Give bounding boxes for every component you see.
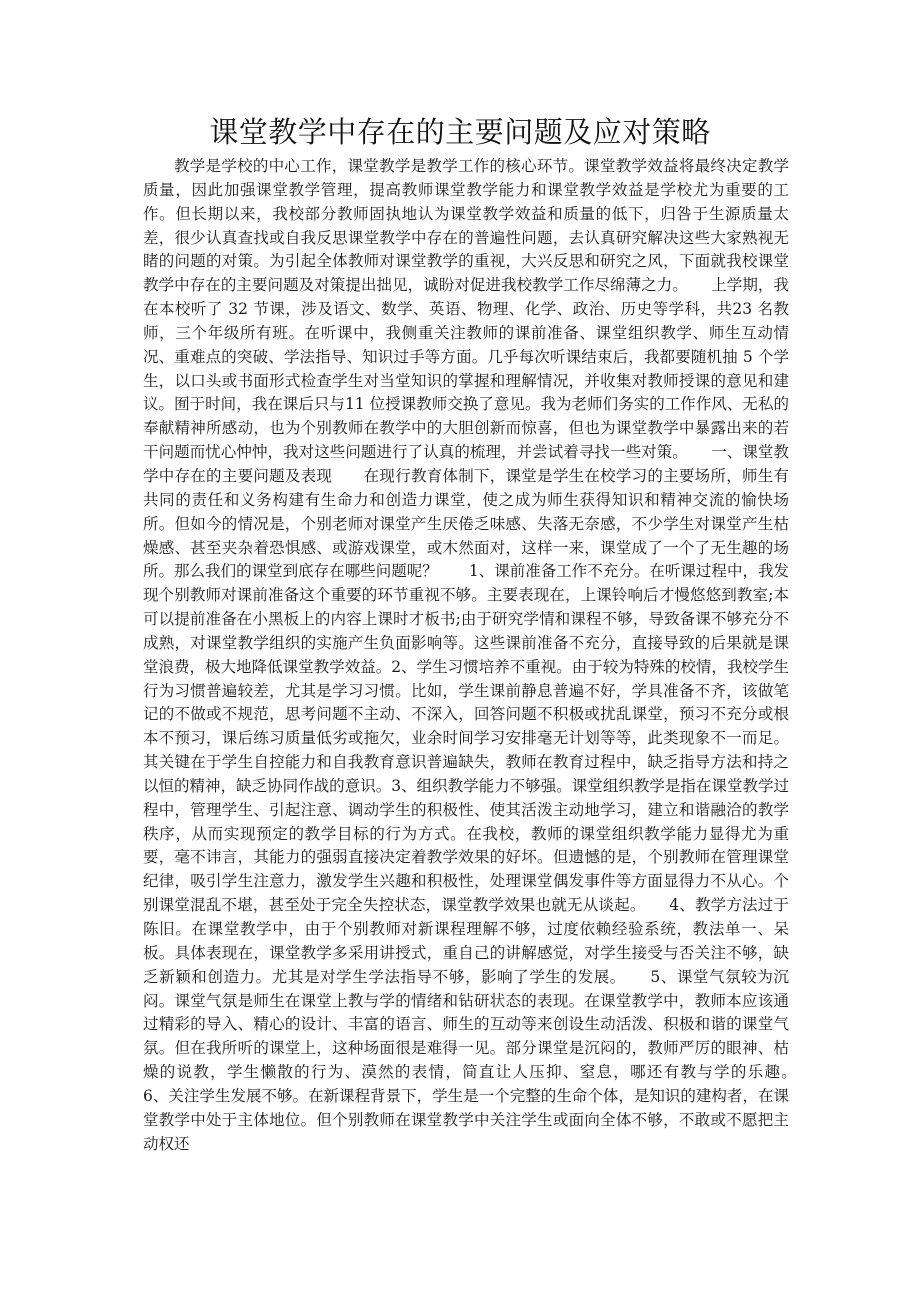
document-title: 课堂教学中存在的主要问题及应对策略 xyxy=(209,115,711,149)
document-body: 教学是学校的中心工作，课堂教学是教学工作的核心环节。课堂教学效益将最终决定教学质量，因此加强课堂教学管理，提高教师课堂教学能力和课堂教学效益是学校尤为重要的工作。但长期以来，我校部分教师固执地认为课堂教学效益和质量的低下，归咎于生源质量太差，很少认真查找或自我反思课堂教学中存在的普遍性问题，去认真研究解决这些大家熟视无睹的问题的对策。为引起全体教师对课堂教学的重视，大兴反思和研究之风，下面就我校课堂教学中存在的主要问题及对策提出拙见，诚盼对促进我校教学工作尽绵薄之力。 上学期，我在本校听了 32 节课，涉及语文、数学、英语、物理、化学、政治、历史等学科，共23 名教师，三个年级所有班。在听课中，我侧重关注教师的课前准备、课堂组织教学、师生互动情况、重难点的突破、学法指导、知识过手等方面。几乎每次听课结束后，我都要随机抽 5 个学生，以口头或书面形式检查学生对当堂知识的掌握和理解情况，并收集对教师授课的意见和建议。囿于时间，我在课后只与11 位授课教师交换了意见。我为老师们务实的工作作风、无私的奉献精神所感动，也为个别教师在教学中的大胆创新而惊喜，但也为课堂教学中暴露出来的若干问题而忧心忡忡，我对这些问题进行了认真的梳理，并尝试着寻找一些对策。 一、课堂教学中存在的主要问题及表现 在现行教育体制下，课堂是学生在校学习的主要场所，师生有共同的责任和义务构建有生命力和创造力课堂，使之成为师生获得知识和精神交流的愉快场所。但如今的情况是，个别老师对课堂产生厌倦乏味感、失落无奈感，不少学生对课堂产生枯燥感、甚至夹杂着恐惧感、或游戏课堂，或木然面对，这样一来，课堂成了一个了无生趣的场所。那么我们的课堂到底存在哪些问题呢？ 1、课前准备工作不充分。在听课过程中，我发现个别教师对课前准备这个重要的环节重视不够。主要表现在，上课铃响后才慢悠悠到教室;本可以提前准备在小黑板上的内容上课时才板书;由于研究学情和课程不够，导致备课不够充分不成熟，对课堂教学组织的实施产生负面影响等。这些课前准备不充分，直接导致的后果就是课堂浪费，极大地降低课堂教学效益。2、学生习惯培养不重视。由于较为特殊的校情，我校学生行为习惯普遍较差，尤其是学习习惯。比如，学生课前静息普遍不好，学具准备不齐，该做笔记的不做或不规范，思考问题不主动、不深入，回答问题不积极或扰乱课堂，预习不充分或根本不预习，课后练习质量低劣或拖欠，业余时间学习安排毫无计划等等，此类现象不一而足。其关键在于学生自控能力和自我教育意识普遍缺失，教师在教育过程中，缺乏指导方法和持之以恒的精神，缺乏协同作战的意识。3、组织教学能力不够强。课堂组织教学是指在课堂教学过程中，管理学生、引起注意、调动学生的积极性、使其活泼主动地学习，建立和谐融洽的教学秩序，从而实现预定的教学目标的行为方式。在我校，教师的课堂组织教学能力显得尤为重要，毫不讳言，其能力的强弱直接决定着教学效果的好坏。但遗憾的是，个别教师在管理课堂纪律，吸引学生注意力，激发学生兴趣和积极性，处理课堂偶发事件等方面显得力不从心。个别课堂混乱不堪，甚至处于完全失控状态，课堂教学效果也就无从谈起。 4、教学方法过于陈旧。在课堂教学中，由于个别教师对新课程理解不够，过度依赖经验系统，教法单一、呆板。具体表现在，课堂教学多采用讲授式，重自己的讲解感觉，对学生接受与否关注不够，缺乏新颖和创造力。尤其是对学生学法指导不够，影响了学生的发展。 5、课堂气氛较为沉闷。课堂气氛是师生在课堂上教与学的情绪和钻研状态的表现。在课堂教学中，教师本应该通过精彩的导入、精心的设计、丰富的语言、师生的互动等来创设生动活泼、积极和谐的课堂气氛。但在我所听的课堂上，这种场面很是难得一见。部分课堂是沉闷的，教师严厉的眼神、枯燥的说教，学生懒散的行为、漠然的表情，简直让人压抑、窒息，哪还有教与学的乐趣。 6、关注学生发展不够。在新课程背景下，学生是一个完整的生命个体，是知识的建构者，在课堂教学中处于主体地位。但个别教师在课堂教学中关注学生或面向全体不够，不敢或不愿把主动权还 xyxy=(143,157,821,1153)
